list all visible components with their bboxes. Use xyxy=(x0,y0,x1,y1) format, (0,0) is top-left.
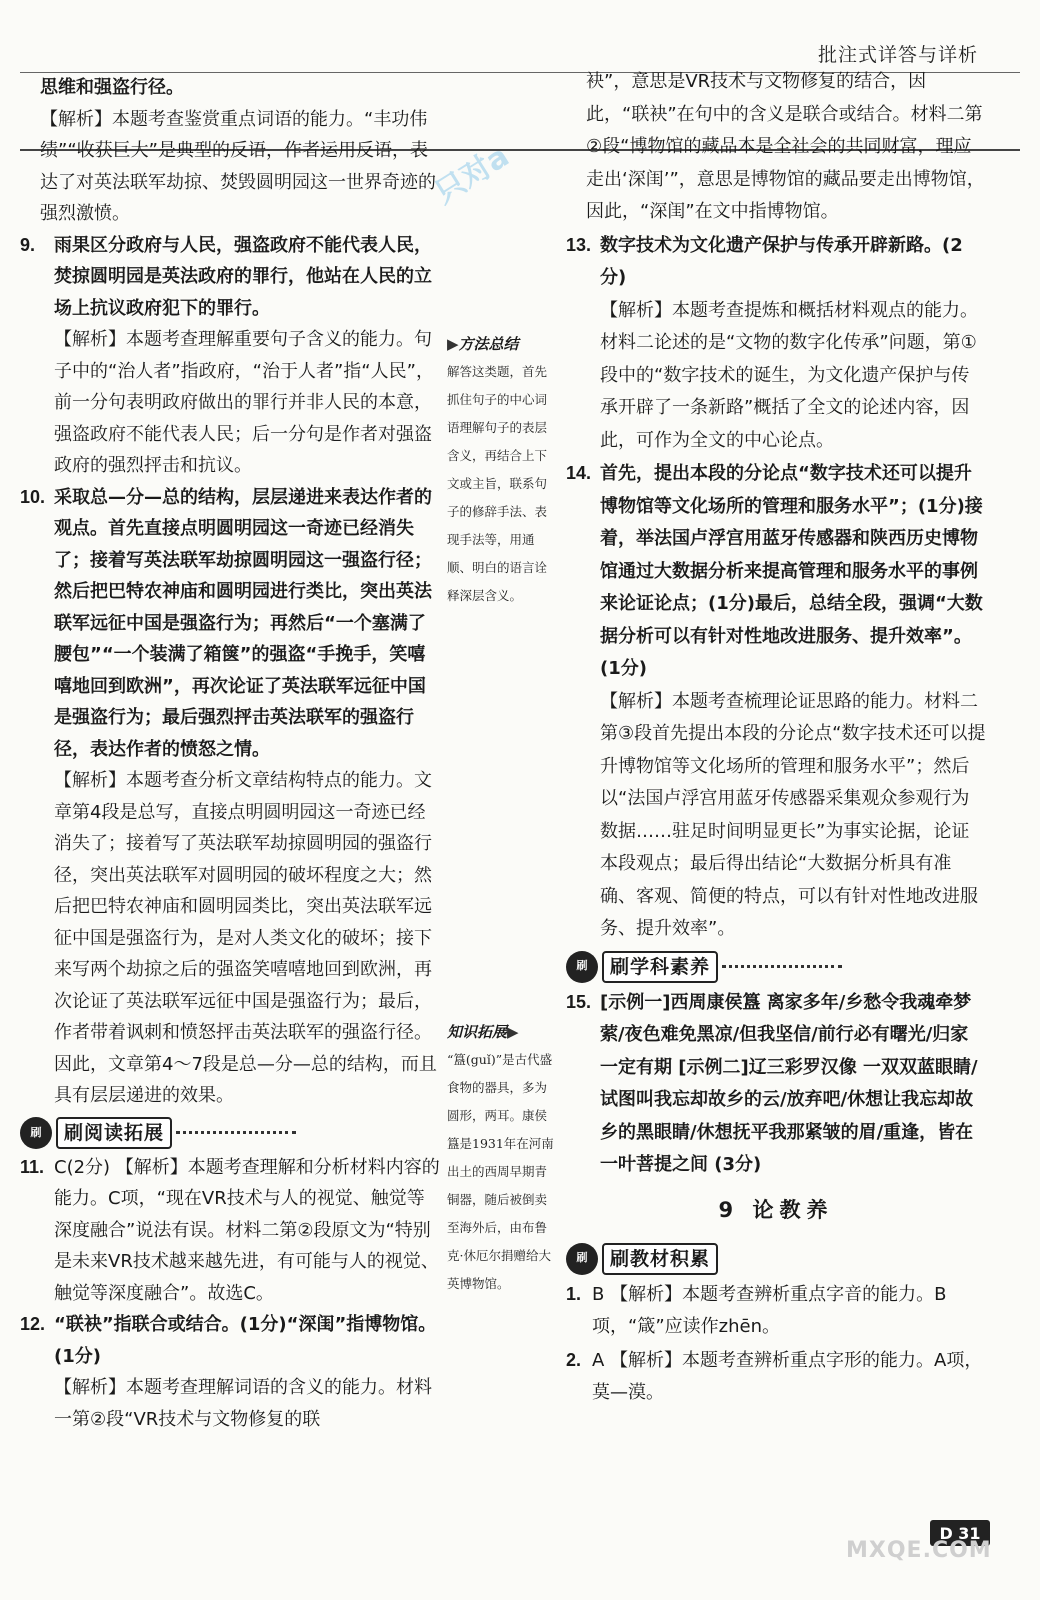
section-textbook-accumulation xyxy=(566,1242,718,1276)
lesson-title xyxy=(566,1182,986,1238)
answer-text: 雨果区分政府与人民，强盗政府不能代表人民，焚掠圆明园是英法政府的罪行，他站在人民的立场上抗议政府犯下的罪行。 xyxy=(54,234,432,319)
brush-icon: 刷 xyxy=(566,1243,598,1275)
question-12 xyxy=(20,1309,440,1372)
question-number: 2. xyxy=(566,1349,582,1370)
note-body: 解答这类题，首先抓住句子的中心词语理解句子的表层含义，再结合上下文或主旨，联系句子的修辞手法、表现手法等，用通顺、明白的语言诠释深层含义。 xyxy=(447,364,548,603)
arrow-icon: ▶ xyxy=(507,1023,519,1041)
analysis-14: 【解析】本题考查梳理论证思路的能力。材料二第③段首先提出本段的分论点“数字技术还可以提升博物馆等文化场所的管理和服务水平”；然后以“法国卢浮宫用蓝牙传感器采集观众参观行为数据……驻足时间明显更长”为事实论据，论证本段观点；最后得出结论“大数据分析具有准确、客观、简便的特点，可以有针对性地改进服务、提升效率”。 xyxy=(600,690,986,939)
section-label: 刷学科素养 xyxy=(602,951,718,983)
answer-text: A 【解析】本题考查辨析重点字形的能力。A项，莫—漠。 xyxy=(592,1349,983,1403)
method-summary-note xyxy=(447,330,557,610)
question-number: 1. xyxy=(566,1283,582,1304)
watermark: MXQE.COM xyxy=(846,1538,992,1563)
section-label: 刷阅读拓展 xyxy=(56,1117,172,1149)
note-body: “簋(guǐ)”是古代盛食物的器具，多为圆形，两耳。康侯簋是1931年在河南出土的西周早期青铜器，随后被倒卖至海外后，由布鲁克·休厄尔捐赠给大英博物馆。 xyxy=(447,1052,554,1291)
question-number: 10. xyxy=(20,486,46,507)
section-reading-extension xyxy=(20,1116,296,1150)
answer-text: 首先，提出本段的分论点“数字技术还可以提升博物馆等文化场所的管理和服务水平”；(1分)接着，举法国卢浮宫用蓝牙传感器和陕西历史博物馆通过大数据分析来提高管理和服务水平的事例来论证论点；(1分)最后，总结全段，强调“大数据分析可以有针对性地改进服务、提升效率”。(1分) xyxy=(600,463,983,679)
question-10 xyxy=(20,482,440,766)
section-label: 刷教材积累 xyxy=(602,1243,718,1275)
question-9 xyxy=(20,230,440,325)
question-13 xyxy=(566,229,986,295)
left-column xyxy=(20,72,440,1435)
answer-text: B 【解析】本题考查辨析重点字音的能力。B项，“箴”应读作zhēn。 xyxy=(592,1283,947,1337)
answer-text: 采取总—分—总的结构，层层递进来表达作者的观点。首先直接点明圆明园这一奇迹已经消失了；接着写英法联军劫掠圆明园这一强盗行径；然后把巴特农神庙和圆明园进行类比，突出英法联军远征中国是强盗行为；再然后“一个塞满了腰包”“一个装满了箱箧”的强盗“手挽手，笑嘻嘻地回到欧洲”，再次论证了英法联军远征中国是强盗行为；最后强烈抨击英法联军的强盗行径，表达作者的愤怒之情。 xyxy=(54,486,432,760)
question-1 xyxy=(566,1278,986,1344)
question-14 xyxy=(566,457,986,686)
brush-icon: 刷 xyxy=(20,1117,52,1149)
cont-analysis-right: 袂”，意思是VR技术与文物修复的结合，因此，“联袂”在句中的含义是联合或结合。材料二第②段“博物馆的藏品本是全社会的共同财富，理应走出‘深闺’”，意思是博物馆的藏品要走出博物馆，因此，“深闺”在文中指博物馆。 xyxy=(586,71,985,222)
question-number: 15. xyxy=(566,991,592,1012)
section-subject-literacy xyxy=(566,950,842,984)
analysis-12: 【解析】本题考查理解词语的含义的能力。材料一第②段“VR技术与文物修复的联 xyxy=(54,1377,432,1430)
dotted-divider xyxy=(722,965,842,968)
question-number: 14. xyxy=(566,463,592,483)
page-number-badge: D 31 xyxy=(930,1520,990,1546)
right-column xyxy=(566,66,986,1410)
answer-text: [示例一]西周康侯簋 离家多年/乡愁令我魂牵梦萦/夜色难免黑凉/但我坚信/前行必有曙光/归家一定有期 [示例二]辽三彩罗汉像 一双双蓝眼睛/试图叫我忘却故乡的云/放弃吧/休想让我忘却故乡的黑眼睛/休想抚平我那紧皱的眉/重逢，皆在一叶菩提之间 (3分) xyxy=(600,991,978,1175)
lesson-name: 论教养 xyxy=(752,1197,834,1222)
lesson-number: 9 xyxy=(718,1197,740,1222)
question-number: 9. xyxy=(20,234,36,255)
brush-icon: 刷 xyxy=(566,951,598,983)
note-title: ▶方法总结 xyxy=(447,335,519,353)
cont-answer: 思维和强盗行径。 xyxy=(40,77,184,98)
knowledge-extension-note xyxy=(447,1018,557,1298)
analysis-13: 【解析】本题考查提炼和概括材料观点的能力。材料二论述的是“文物的数字化传承”问题，第①段中的“数字技术的诞生，为文化遗产保护与传承开辟了一条新路”概括了全文的论述内容，因此，可作为全文的中心论点。 xyxy=(600,299,978,451)
page-header-title: 批注式详答与详析 xyxy=(817,44,978,66)
cont-analysis: 【解析】本题考查鉴赏重点词语的能力。“丰功伟绩”“收获巨大”是典型的反语，作者运用反语，表达了对英法联军劫掠、焚毁圆明园这一世界奇迹的强烈激愤。 xyxy=(40,108,436,224)
analysis-9: 【解析】本题考查理解重要句子含义的能力。句子中的“治人者”指政府，“治于人者”指“人民”，前一分句表明政府做出的罪行并非人民的本意，强盗政府不能代表人民；后一分句是作者对强盗政府的强烈抨击和抗议。 xyxy=(54,329,434,476)
arrow-icon: ▶ xyxy=(447,335,459,353)
dotted-divider xyxy=(176,1131,296,1134)
analysis-10: 【解析】本题考查分析文章结构特点的能力。文章第4段是总写，直接点明圆明园这一奇迹已经消失了；接着写了英法联军劫掠圆明园的强盗行径，突出英法联军对圆明园的破坏程度之大；然后把巴特农神庙和圆明园类比，突出英法联军远征中国是强盗行为，是对人类文化的破坏；接下来写两个劫掠之后的强盗笑嘻嘻地回到欧洲，再次论证了英法联军远征中国是强盗行为；最后，作者带着讽刺和愤怒抨击英法联军的强盗行径。因此，文章第4～7段是总—分—总的结构，而且具有层层递进的效果。 xyxy=(54,770,437,1106)
stamp-mark: 只对a xyxy=(428,138,516,212)
answer-text: 数字技术为文化遗产保护与传承开辟新路。(2分) xyxy=(600,234,963,288)
question-15 xyxy=(566,986,986,1182)
answer-text: C(2分) 【解析】本题考查理解和分析材料内容的能力。C项，“现在VR技术与人的视觉、触觉等深度融合”说法有误。材料二第②段原文为“特别是未来VR技术越来越先进，有可能与人的视觉、触觉等深度融合”。故选C。 xyxy=(54,1156,440,1304)
question-11 xyxy=(20,1152,440,1310)
note-title: 知识拓展▶ xyxy=(447,1023,519,1041)
question-number: 11. xyxy=(20,1156,45,1177)
question-number: 13. xyxy=(566,234,592,255)
question-number: 12. xyxy=(20,1314,46,1334)
answer-text: “联袂”指联合或结合。(1分)“深闺”指博物馆。(1分) xyxy=(54,1314,437,1367)
question-2 xyxy=(566,1344,986,1410)
